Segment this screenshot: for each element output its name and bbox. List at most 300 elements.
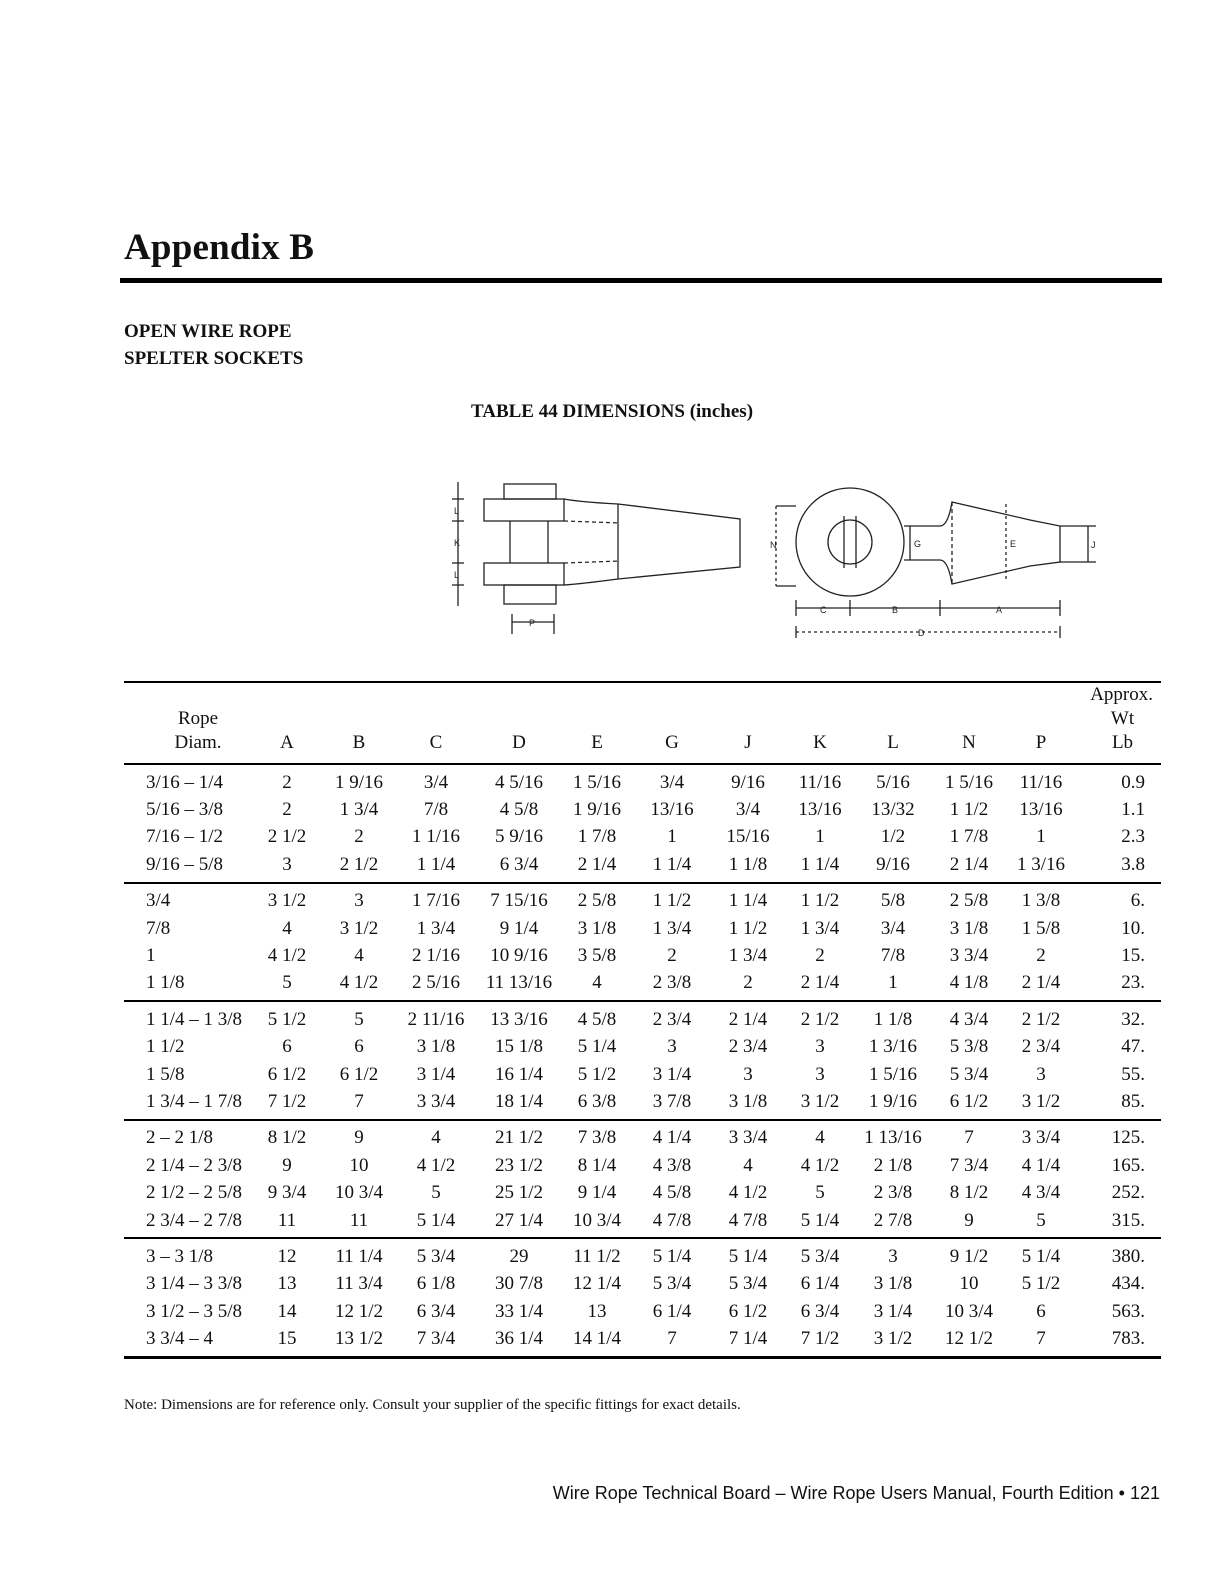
- dimension-cell: 6: [282, 1036, 292, 1058]
- table-row: [124, 1238, 1161, 1270]
- dimension-cell: 4: [431, 1127, 441, 1149]
- dimension-cell: 11: [277, 1209, 297, 1231]
- row-group: [124, 764, 1161, 883]
- dimension-cell: 14 1/4: [572, 1328, 622, 1350]
- weight-cell: 85.: [1121, 1090, 1145, 1112]
- dimension-cell: 1 3/8: [1021, 890, 1061, 912]
- dimension-cell: 2: [282, 771, 292, 793]
- appendix-title: Appendix B: [124, 227, 315, 268]
- rope-diameter-cell: 2 1/4 – 2 3/8: [146, 1154, 243, 1176]
- dimension-cell: 6 3/4: [499, 853, 539, 875]
- dimension-cell: 2 5/16: [411, 972, 461, 994]
- row-group: [124, 1001, 1161, 1120]
- dimension-cell: 1 1/2: [800, 890, 840, 912]
- dimension-cell: 1 1/2: [949, 799, 989, 821]
- dimension-cell: 7: [964, 1127, 974, 1149]
- dimension-cell: 8 1/2: [267, 1127, 307, 1149]
- rope-diameter-cell: 3/16 – 1/4: [146, 771, 224, 793]
- dimension-cell: 1 3/16: [1016, 853, 1066, 875]
- dimension-cell: 6 1/2: [339, 1063, 379, 1085]
- dimension-cell: 14: [277, 1300, 297, 1322]
- rope-diameter-cell: 1: [146, 945, 156, 967]
- dimension-cell: 3 1/2: [873, 1328, 913, 1350]
- dimension-cell: 6 1/4: [652, 1300, 692, 1322]
- dimension-cell: 6: [354, 1036, 364, 1058]
- dimension-cell: 2 1/4: [800, 972, 840, 994]
- dimension-cell: 11/16: [798, 771, 842, 793]
- dimension-cell: 2 1/2: [800, 1008, 840, 1030]
- dimension-cell: 1 9/16: [868, 1090, 918, 1112]
- table-row: [124, 883, 1161, 915]
- weight-cell: 3.8: [1121, 853, 1145, 875]
- dimension-cell: 1 3/4: [800, 917, 840, 939]
- dimension-cell: 5 1/4: [800, 1209, 840, 1231]
- dimension-cell: 7 3/8: [577, 1127, 617, 1149]
- dimension-cell: 13 1/2: [334, 1328, 384, 1350]
- dimension-cell: 6 1/8: [416, 1273, 456, 1295]
- dimension-cell: 11 13/16: [485, 972, 553, 994]
- rope-diameter-cell: 1 3/4 – 1 7/8: [146, 1090, 243, 1112]
- label-l-bottom: L: [454, 570, 460, 580]
- dimension-cell: 13 3/16: [490, 1008, 548, 1030]
- dimension-cell: 9 1/2: [949, 1245, 989, 1267]
- dimension-cell: 4 1/2: [728, 1182, 768, 1204]
- dimension-cell: 1 7/16: [411, 890, 461, 912]
- dimension-cell: 5 3/4: [728, 1273, 768, 1295]
- dimension-cell: 5/16: [876, 771, 910, 793]
- table-row: [124, 824, 1161, 851]
- dimension-cell: 1 5/16: [868, 1063, 918, 1085]
- dimension-cell: 3/4: [735, 799, 761, 821]
- dimension-cell: 1 1/8: [873, 1008, 913, 1030]
- weight-cell: 2.3: [1121, 826, 1145, 848]
- dimension-cell: 3 1/4: [873, 1300, 913, 1322]
- header-rope-line-2: Diam.: [174, 732, 222, 753]
- dimension-cell: 3: [354, 890, 364, 912]
- dimension-cell: 1 1/4: [416, 853, 456, 875]
- header-col-j: J: [744, 732, 752, 753]
- row-group: [124, 1120, 1161, 1239]
- row-group: [124, 1238, 1161, 1357]
- dimension-cell: 2 1/4: [949, 853, 989, 875]
- dimension-cell: 2 5/8: [949, 890, 989, 912]
- dimension-cell: 1 1/8: [728, 853, 768, 875]
- dimension-cell: 3 3/4: [1021, 1127, 1061, 1149]
- header-col-k: K: [813, 732, 827, 753]
- dimension-cell: 3 1/8: [873, 1273, 913, 1295]
- dimension-cell: 1 3/4: [416, 917, 456, 939]
- dimension-cell: 11 1/4: [335, 1245, 383, 1267]
- weight-cell: 434.: [1111, 1273, 1145, 1295]
- dimension-cell: 5: [1036, 1209, 1046, 1231]
- dimension-cell: 7: [1036, 1328, 1046, 1350]
- dimension-cell: 9/16: [731, 771, 765, 793]
- weight-cell: 165.: [1111, 1154, 1145, 1176]
- dimension-cell: 2 3/8: [873, 1182, 913, 1204]
- dimension-cell: 2 3/8: [652, 972, 692, 994]
- dimension-cell: 1 1/4: [800, 853, 840, 875]
- dimension-cell: 3 1/8: [416, 1036, 456, 1058]
- header-col-c: C: [429, 732, 443, 753]
- table-row: [124, 764, 1161, 796]
- header-rope: [124, 683, 252, 755]
- weight-cell: 563.: [1111, 1300, 1145, 1322]
- dimension-cell: 9/16: [876, 853, 910, 875]
- dimension-cell: 4 1/2: [416, 1154, 456, 1176]
- dimension-cell: 1 3/16: [868, 1036, 918, 1058]
- dimension-cell: 15 1/8: [494, 1036, 544, 1058]
- weight-cell: 55.: [1121, 1063, 1145, 1085]
- dimension-cell: 7: [354, 1090, 364, 1112]
- weight-cell: 23.: [1121, 972, 1145, 994]
- header-col-e: E: [591, 732, 603, 753]
- dimension-cell: 3/4: [880, 917, 906, 939]
- dimension-cell: 5/8: [880, 890, 906, 912]
- dimension-cell: 3 1/2: [267, 890, 307, 912]
- dimension-cell: 2: [743, 972, 753, 994]
- dimension-cell: 3 1/8: [728, 1090, 768, 1112]
- dimension-cell: 3 3/4: [728, 1127, 768, 1149]
- weight-cell: 15.: [1121, 945, 1145, 967]
- table-row: [124, 1179, 1161, 1206]
- dimension-cell: 15/16: [726, 826, 770, 848]
- dimension-cell: 1 9/16: [572, 799, 622, 821]
- page-footer: Wire Rope Technical Board – Wire Rope Users Manual, Fourth Edition • 121: [552, 1483, 1160, 1503]
- dimension-cell: 10 3/4: [944, 1300, 994, 1322]
- dimension-cell: 4 7/8: [652, 1209, 692, 1231]
- section-title: [124, 318, 303, 372]
- dimension-cell: 5 3/4: [652, 1273, 692, 1295]
- dimension-cell: 7 1/2: [267, 1090, 307, 1112]
- table-row: [124, 1001, 1161, 1033]
- rope-diameter-cell: 2 1/2 – 2 5/8: [146, 1182, 243, 1204]
- dimension-cell: 13: [277, 1273, 297, 1295]
- dimension-cell: 4 5/8: [499, 799, 539, 821]
- section-title-line-2: SPELTER SOCKETS: [124, 348, 304, 369]
- header-col-n: N: [962, 732, 976, 753]
- table-note: Note: Dimensions are for reference only. Consult your supplier of the specific fittings for exact details.: [124, 1397, 741, 1413]
- dimension-cell: 3: [667, 1036, 677, 1058]
- dimension-cell: 1 3/4: [728, 945, 768, 967]
- table-row: [124, 1061, 1161, 1088]
- dimension-cell: 2 11/16: [407, 1008, 465, 1030]
- dimension-cell: 1/2: [880, 826, 906, 848]
- weight-cell: 47.: [1121, 1036, 1145, 1058]
- dimension-cell: 4 5/8: [577, 1008, 617, 1030]
- dimension-cell: 3/4: [423, 771, 449, 793]
- dimension-cell: 4 5/8: [652, 1182, 692, 1204]
- dimension-cell: 1 7/8: [577, 826, 617, 848]
- dimension-cell: 2 1/2: [339, 853, 379, 875]
- rope-diameter-cell: 2 3/4 – 2 7/8: [146, 1209, 243, 1231]
- dimension-cell: 3 5/8: [577, 945, 617, 967]
- dimension-cell: 4: [282, 917, 292, 939]
- dimension-cell: 12 1/2: [944, 1328, 994, 1350]
- dimension-cell: 6 3/8: [577, 1090, 617, 1112]
- dimension-cell: 4 5/16: [494, 771, 544, 793]
- dimension-cell: 18 1/4: [494, 1090, 544, 1112]
- dimension-cell: 12 1/4: [572, 1273, 622, 1295]
- dimension-cell: 1 1/2: [652, 890, 692, 912]
- label-n: N: [770, 540, 777, 550]
- dimension-cell: 1 1/4: [728, 890, 768, 912]
- dimension-cell: 29: [509, 1245, 529, 1267]
- weight-cell: 783.: [1111, 1328, 1145, 1350]
- dimension-cell: 7 1/2: [800, 1328, 840, 1350]
- dimension-cell: 2: [667, 945, 677, 967]
- dimension-cell: 7 3/4: [949, 1154, 989, 1176]
- dimension-cell: 1 3/4: [339, 799, 379, 821]
- socket-side-view: [776, 488, 1096, 638]
- dimension-cell: 3/4: [659, 771, 685, 793]
- dimension-cell: 1 1/4: [652, 853, 692, 875]
- dimension-cell: 3 1/2: [1021, 1090, 1061, 1112]
- dimension-cell: 10: [959, 1273, 979, 1295]
- table-title: TABLE 44 DIMENSIONS (inches): [470, 401, 754, 422]
- dimension-cell: 7 1/4: [728, 1328, 768, 1350]
- rope-diameter-cell: 3 – 3 1/8: [146, 1245, 214, 1267]
- dimension-cell: 10 3/4: [572, 1209, 622, 1231]
- dimension-cell: 4 3/8: [652, 1154, 692, 1176]
- dimension-cell: 5 1/4: [1021, 1245, 1061, 1267]
- dimension-cell: 2 3/4: [652, 1008, 692, 1030]
- weight-cell: 125.: [1111, 1127, 1145, 1149]
- dimension-cell: 1 5/16: [944, 771, 994, 793]
- label-a: A: [996, 605, 1003, 615]
- dimension-cell: 5 3/4: [800, 1245, 840, 1267]
- label-p: P: [529, 618, 536, 628]
- table-row: [124, 1152, 1161, 1179]
- weight-cell: 380.: [1111, 1245, 1145, 1267]
- weight-cell: 1.1: [1121, 799, 1145, 821]
- dimension-cell: 2 1/4: [728, 1008, 768, 1030]
- dimension-cell: 1 7/8: [949, 826, 989, 848]
- dimension-cell: 1 3/4: [652, 917, 692, 939]
- dimension-cell: 2 3/4: [1021, 1036, 1061, 1058]
- dimension-cell: 3 7/8: [652, 1090, 692, 1112]
- dimension-cell: 11/16: [1019, 771, 1063, 793]
- dimension-cell: 13/16: [650, 799, 694, 821]
- dimension-cell: 11 3/4: [335, 1273, 383, 1295]
- dimension-cell: 1 5/8: [1021, 917, 1061, 939]
- header-col-b: B: [352, 732, 366, 753]
- rope-diameter-cell: 1 1/8: [146, 972, 185, 994]
- dimension-cell: 6 3/4: [800, 1300, 840, 1322]
- rope-diameter-cell: 7/16 – 1/2: [146, 826, 224, 848]
- dimension-cell: 13/16: [1019, 799, 1063, 821]
- label-b: B: [892, 605, 899, 615]
- header-weight-line-1: Approx.: [1090, 684, 1153, 705]
- label-d: D: [918, 628, 925, 638]
- weight-cell: 6.: [1130, 890, 1145, 912]
- dimension-cell: 3 1/8: [949, 917, 989, 939]
- dimension-cell: 2 5/8: [577, 890, 617, 912]
- table-row: [124, 796, 1161, 823]
- dimension-cell: 9 1/4: [577, 1182, 617, 1204]
- rope-diameter-cell: 3 1/4 – 3 3/8: [146, 1273, 243, 1295]
- table-row: [124, 851, 1161, 882]
- dimension-cell: 4 1/8: [949, 972, 989, 994]
- weight-cell: 252.: [1111, 1182, 1145, 1204]
- dimension-cell: 25 1/2: [494, 1182, 544, 1204]
- dimension-cell: 2 7/8: [873, 1209, 913, 1231]
- dimension-cell: 3: [282, 853, 292, 875]
- dimension-cell: 4 1/2: [339, 972, 379, 994]
- dimension-cell: 5 3/4: [949, 1063, 989, 1085]
- dimension-cell: 16 1/4: [494, 1063, 544, 1085]
- table-row: [124, 1034, 1161, 1061]
- dimension-cell: 5: [354, 1008, 364, 1030]
- weight-cell: 32.: [1121, 1008, 1145, 1030]
- dimension-cell: 30 7/8: [494, 1273, 544, 1295]
- dimension-cell: 2: [815, 945, 825, 967]
- dimension-cell: 7/8: [880, 945, 906, 967]
- dimension-cell: 2 1/16: [411, 945, 461, 967]
- dimension-cell: 7: [667, 1328, 677, 1350]
- dimension-cell: 2 1/4: [577, 853, 617, 875]
- dimension-cell: 9 1/4: [499, 917, 539, 939]
- header-col-a: A: [280, 732, 294, 753]
- dimension-cell: 5 1/2: [267, 1008, 307, 1030]
- table-row: [124, 1120, 1161, 1152]
- title-rule: [120, 278, 1162, 283]
- label-j: J: [1091, 540, 1096, 550]
- rope-diameter-cell: 1 5/8: [146, 1063, 185, 1085]
- dimension-cell: 1 1/2: [728, 917, 768, 939]
- dimension-cell: 1 13/16: [864, 1127, 922, 1149]
- dimension-cell: 3: [815, 1036, 825, 1058]
- dimensions-table: [124, 683, 1161, 1359]
- dimension-cell: 3: [888, 1245, 898, 1267]
- header-col-l: L: [887, 732, 899, 753]
- dimension-cell: 2 1/4: [1021, 972, 1061, 994]
- weight-cell: 315.: [1111, 1209, 1145, 1231]
- dimension-cell: 5: [282, 972, 292, 994]
- dimension-cell: 6 1/2: [267, 1063, 307, 1085]
- dimension-cell: 8 1/4: [577, 1154, 617, 1176]
- dimension-cell: 5 1/4: [652, 1245, 692, 1267]
- rope-diameter-cell: 9/16 – 5/8: [146, 853, 224, 875]
- weight-cell: 10.: [1121, 917, 1145, 939]
- rope-diameter-cell: 3/4: [146, 890, 171, 912]
- dimension-cell: 4 1/2: [267, 945, 307, 967]
- dimension-cell: 3 1/4: [652, 1063, 692, 1085]
- table-row: [124, 1088, 1161, 1119]
- dimension-cell: 9 3/4: [267, 1182, 307, 1204]
- header-col-p: P: [1035, 732, 1047, 753]
- dimension-cell: 4: [354, 945, 364, 967]
- dimension-cell: 3 1/2: [800, 1090, 840, 1112]
- dimension-cell: 3 1/4: [416, 1063, 456, 1085]
- dimension-cell: 5 1/2: [1021, 1273, 1061, 1295]
- header-col-d: D: [512, 732, 526, 753]
- dimension-cell: 5 1/4: [728, 1245, 768, 1267]
- dimension-cell: 2: [1036, 945, 1046, 967]
- dimension-cell: 6 3/4: [416, 1300, 456, 1322]
- dimension-cell: 5 1/4: [416, 1209, 456, 1231]
- header-weight-line-3: Lb: [1111, 732, 1134, 753]
- header-rope-line-1: Rope: [177, 708, 219, 729]
- header-col-g: G: [665, 732, 679, 753]
- dimension-cell: 13/16: [798, 799, 842, 821]
- dimension-cell: 3: [815, 1063, 825, 1085]
- dimension-cell: 6: [1036, 1300, 1046, 1322]
- label-l-top: L: [454, 506, 460, 516]
- dimension-cell: 3 3/4: [949, 945, 989, 967]
- dimension-cell: 12: [277, 1245, 297, 1267]
- dimension-cell: 5 3/8: [949, 1036, 989, 1058]
- dimension-cell: 7 15/16: [490, 890, 548, 912]
- dimension-cell: 13: [587, 1300, 607, 1322]
- dimension-cell: 6 1/2: [949, 1090, 989, 1112]
- dimension-cell: 15: [277, 1328, 297, 1350]
- dimension-cell: 21 1/2: [494, 1127, 544, 1149]
- dimension-cell: 4: [592, 972, 602, 994]
- rope-diameter-cell: 7/8: [146, 917, 171, 939]
- table-row: [124, 915, 1161, 942]
- header-weight: [1074, 683, 1161, 755]
- dimension-cell: 9: [354, 1127, 364, 1149]
- dimension-cell: 6 1/4: [800, 1273, 840, 1295]
- dimension-cell: 5 3/4: [416, 1245, 456, 1267]
- dimension-cell: 5: [815, 1182, 825, 1204]
- dimension-cell: 1: [1036, 826, 1046, 848]
- dimension-cell: 4 7/8: [728, 1209, 768, 1231]
- dimension-cell: 1 1/16: [411, 826, 461, 848]
- dimension-cell: 10 3/4: [334, 1182, 384, 1204]
- label-k: K: [454, 538, 461, 548]
- rope-diameter-cell: 1 1/4 – 1 3/8: [146, 1008, 243, 1030]
- dimension-cell: 33 1/4: [494, 1300, 544, 1322]
- table-row: [124, 970, 1161, 1001]
- dimension-cell: 3: [1036, 1063, 1046, 1085]
- dimension-cell: 1 9/16: [334, 771, 384, 793]
- dimension-cell: 8 1/2: [949, 1182, 989, 1204]
- dimension-cell: 2: [282, 799, 292, 821]
- dimension-cell: 2 1/2: [1021, 1008, 1061, 1030]
- dimension-cell: 5: [431, 1182, 441, 1204]
- dimension-cell: 5 1/4: [577, 1036, 617, 1058]
- dimension-cell: 23 1/2: [494, 1154, 544, 1176]
- dimension-cell: 3: [743, 1063, 753, 1085]
- header-weight-line-2: Wt: [1110, 708, 1135, 729]
- dimension-cell: 36 1/4: [494, 1328, 544, 1350]
- section-title-line-1: OPEN WIRE ROPE: [124, 321, 292, 342]
- dimension-cell: 5 9/16: [494, 826, 544, 848]
- table-row: [124, 1298, 1161, 1325]
- dimension-cell: 1: [815, 826, 825, 848]
- dimension-cell: 3 3/4: [416, 1090, 456, 1112]
- dimension-cell: 5 1/2: [577, 1063, 617, 1085]
- dimension-cell: 7/8: [423, 799, 449, 821]
- dimension-cell: 11: [349, 1209, 369, 1231]
- weight-cell: 0.9: [1121, 771, 1145, 793]
- rope-diameter-cell: 1 1/2: [146, 1036, 185, 1058]
- dimension-cell: 27 1/4: [494, 1209, 544, 1231]
- dimension-cell: 4 1/2: [800, 1154, 840, 1176]
- dimension-cell: 2 1/2: [267, 826, 307, 848]
- table-row: [124, 1271, 1161, 1298]
- dimension-cell: 7 3/4: [416, 1328, 456, 1350]
- rope-diameter-cell: 5/16 – 3/8: [146, 799, 224, 821]
- label-e: E: [1010, 539, 1017, 549]
- socket-diagram: [440, 476, 1100, 646]
- dimension-cell: 3 1/2: [339, 917, 379, 939]
- row-group: [124, 883, 1161, 1002]
- rope-diameter-cell: 3 1/2 – 3 5/8: [146, 1300, 243, 1322]
- dimension-cell: 2: [354, 826, 364, 848]
- dimension-cell: 4: [815, 1127, 825, 1149]
